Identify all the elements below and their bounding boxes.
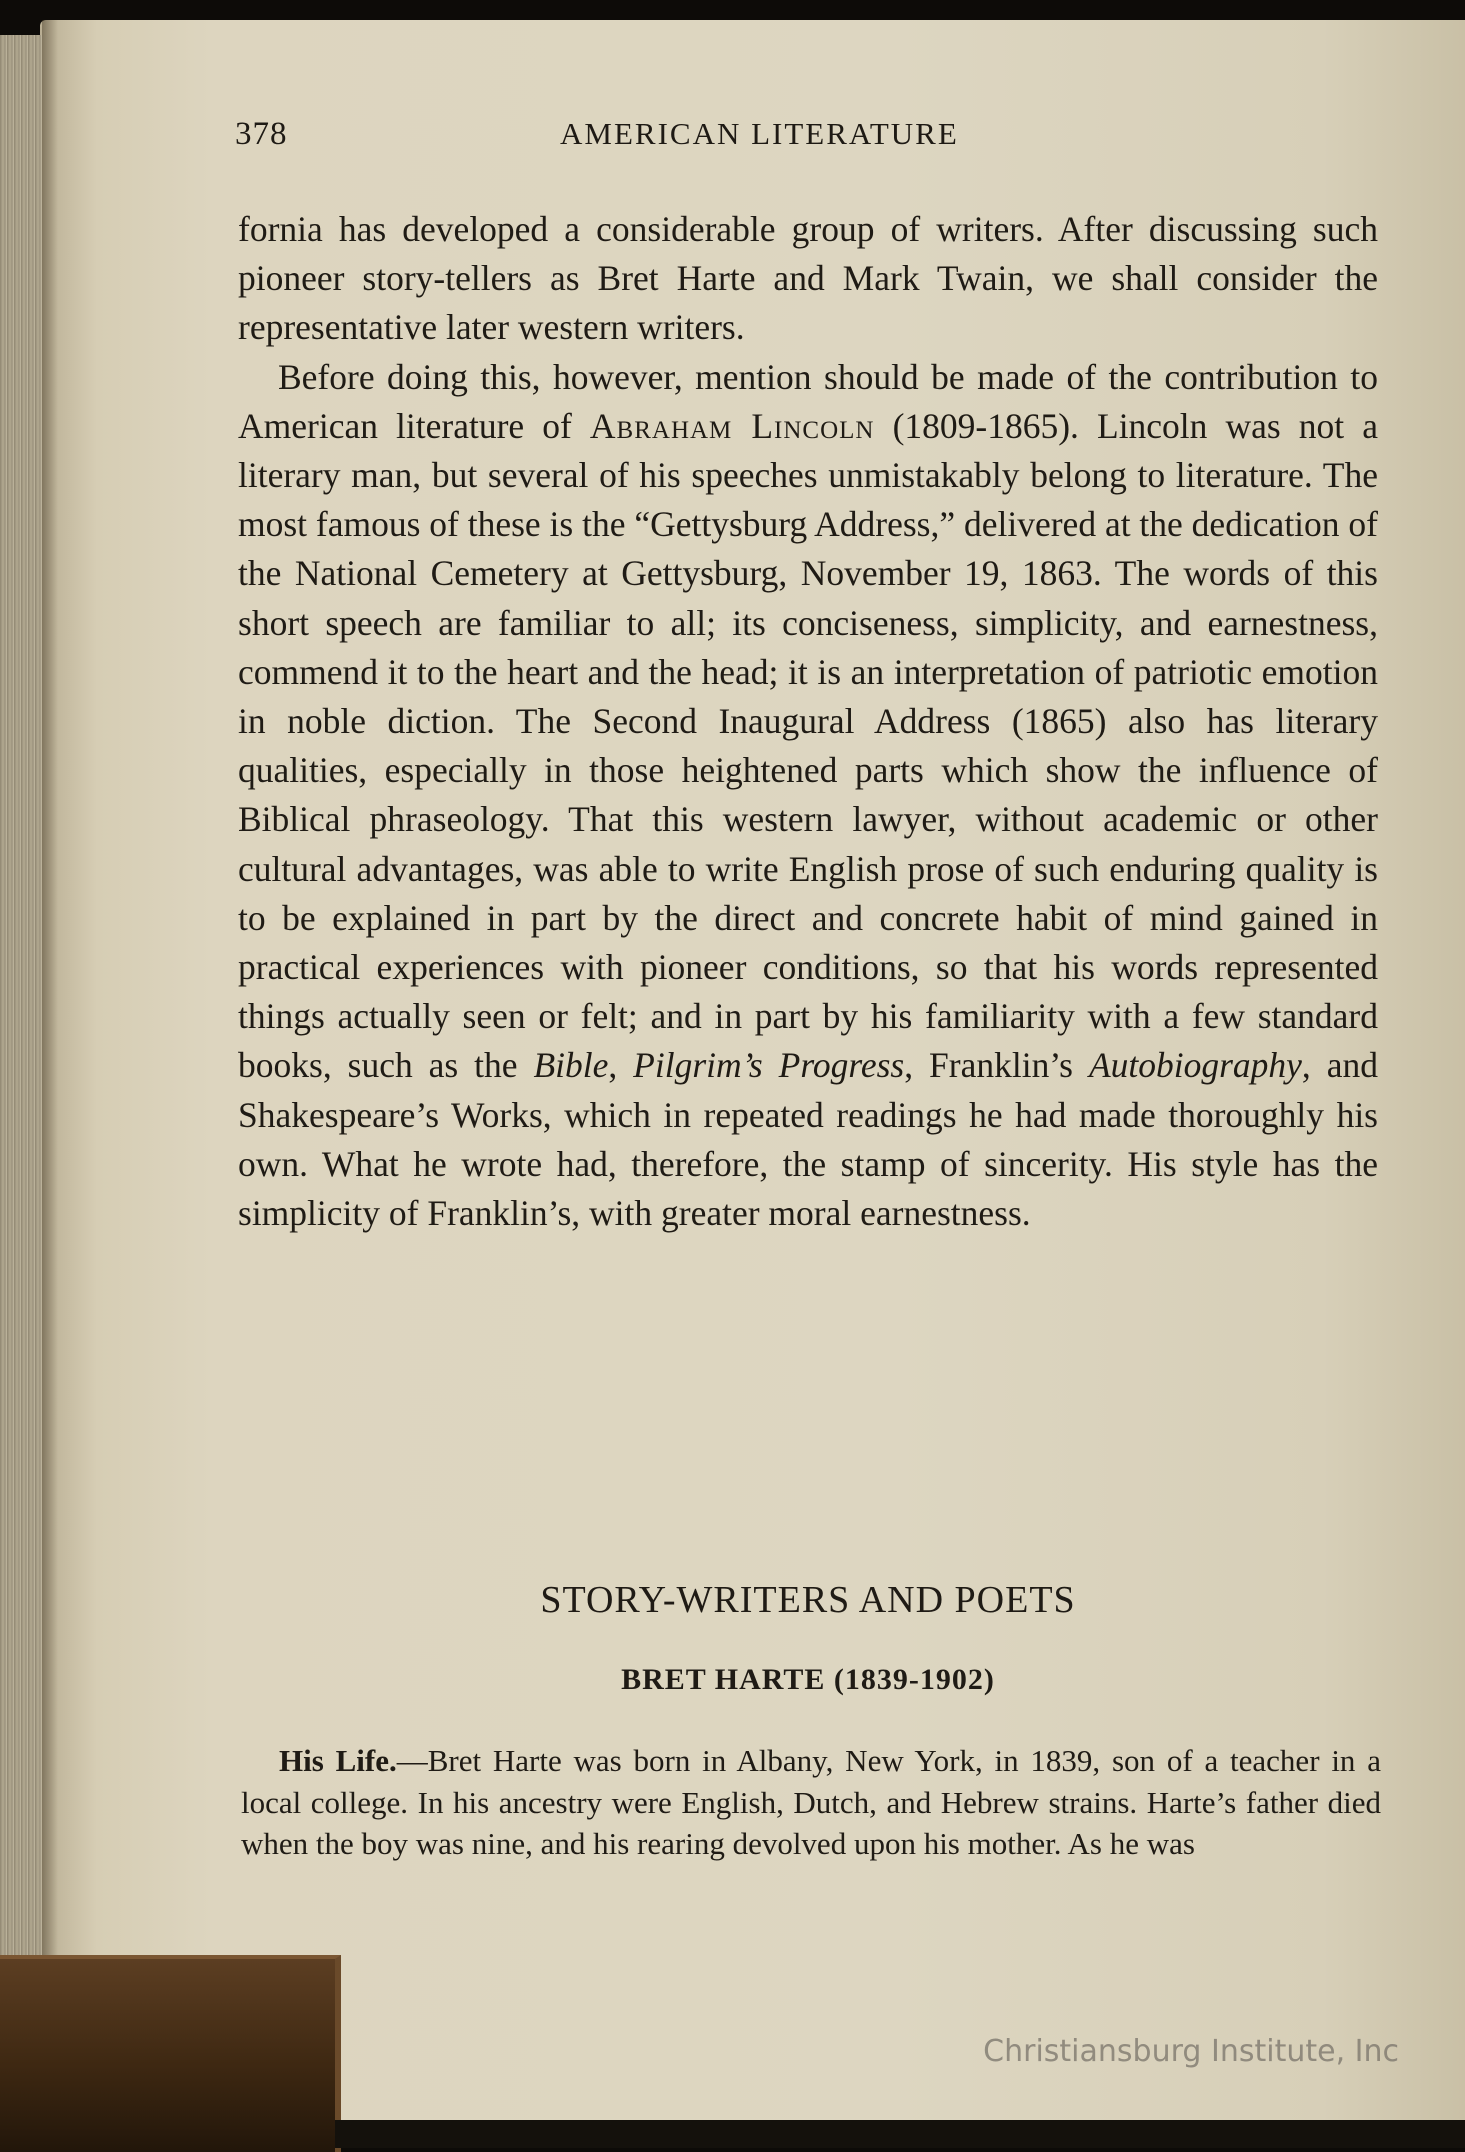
paragraph-3 [241, 1740, 1381, 1865]
running-head: AMERICAN LITERATURE [560, 116, 959, 151]
paragraph-2 [238, 353, 1378, 1239]
subsection-heading: BRET HARTE (1839-1902) [621, 1663, 995, 1696]
page-header [235, 110, 1380, 160]
bottom-background [335, 2120, 1465, 2148]
paragraph-1: fornia has developed a considerable group of writers. After discussing such pioneer story-tellers as Bret Harte and Mark Twain, we shall consider the representative later western writers. [238, 209, 1378, 348]
book-title-bible: Bible [533, 1045, 609, 1086]
paragraph-2-part-1: Before doing this, however, mention should be made of the contribution to American literature of [238, 356, 1378, 446]
page-edges [0, 35, 42, 1955]
separator-1: , [608, 1045, 634, 1086]
separator-2: , Franklin’s [904, 1045, 1089, 1086]
book-cover-corner [0, 1955, 341, 2152]
author-name-lincoln: Abraham Lincoln [589, 405, 875, 446]
main-text [238, 205, 1378, 1238]
watermark: Christiansburg Institute, Inc [983, 2034, 1399, 2069]
paragraph-2-part-2: (1809-1865). Lincoln was not a literary man, but several of his speeches unmistakably belong to literature. The most famous of these is the “Gettysburg Address,” delivered at the dedication of the National Cemetery at Gettysburg, November 19, 1863. The words of this short speech are familiar to all; its conciseness, simplicity, and earnestness, commend it to the heart and the head; it is an interpretation of patriotic emotion in noble diction. The Second Inaugural Address (1865) also has literary qualities, especially in those heightened parts which show the influence of Biblical phraseology. That this western lawyer, without academic or other cultural advantages, was able to write English prose of such enduring quality is to be explained in part by the direct and concrete habit of mind gained in practical experiences with pioneer conditions, so that his words represented things actually seen or felt; and in part by his familiarity with a few standard books, such as the [238, 405, 1379, 1086]
book-title-pilgrims-progress: Pilgrim’s Progress [633, 1045, 905, 1086]
paragraph-2-part-3: , and Shakespeare’s Works, which in repeated readings he had made thoroughly his own. What he wrote had, therefore, the stamp of sincerity. His style has the simplicity of Franklin’s, with greater moral earnestness. [238, 1045, 1378, 1234]
run-in-heading: His Life. [279, 1743, 397, 1778]
book-title-autobiography: Autobiography [1088, 1045, 1302, 1086]
page-gutter-shadow [42, 20, 58, 1960]
section-heading: STORY-WRITERS AND POETS [540, 1579, 1076, 1621]
paragraph-3-text: —Bret Harte was born in Albany, New York, in 1839, son of a teacher in a local college. In his ancestry were English, Dutch, and Hebrew strains. Harte’s father died when the boy was nine, and his rearing devolved upon his mother. As he was [241, 1743, 1381, 1861]
page-number: 378 [235, 116, 288, 152]
bret-harte-text [241, 1740, 1381, 1865]
